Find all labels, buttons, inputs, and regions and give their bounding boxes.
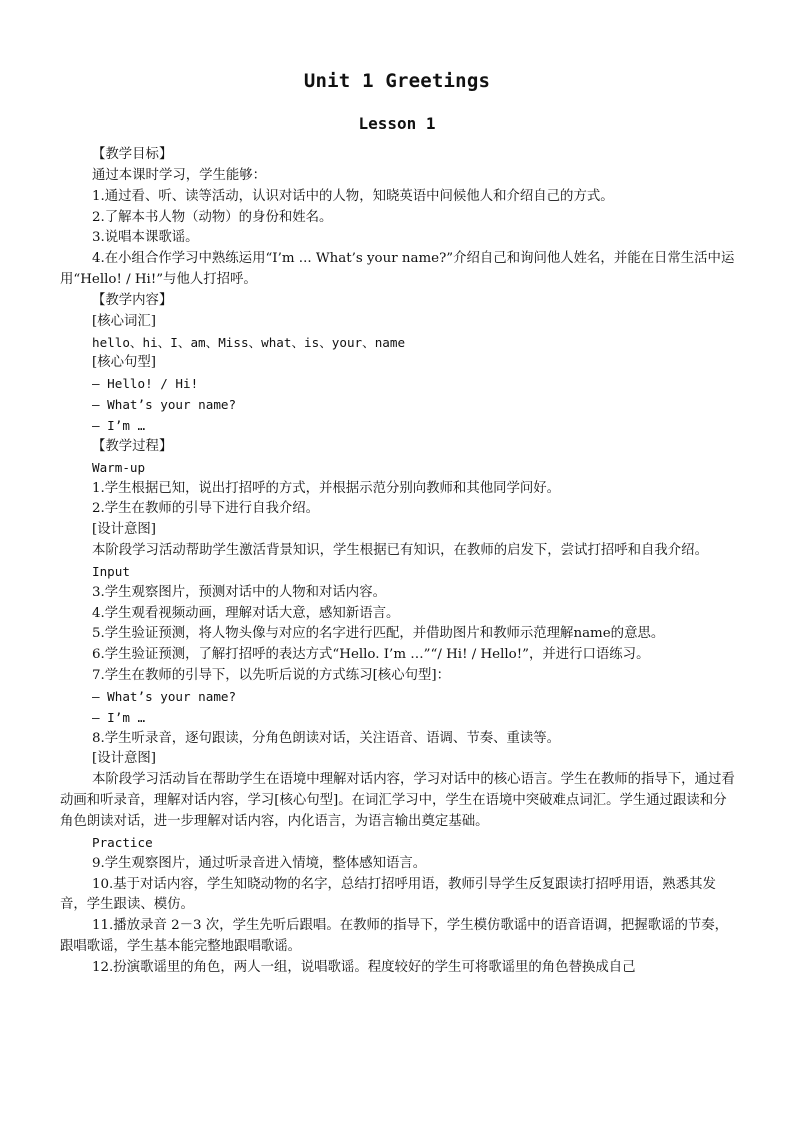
lesson-subtitle: Lesson 1: [358, 114, 436, 133]
paragraph: 9.学生观察图片，通过听录音进入情境，整体感知语言。: [92, 855, 427, 871]
paragraph: 本阶段学习活动旨在帮助学生在语境中理解对话内容，学习对话中的核心语言。学生在教师的指导下，通过看动画和听录音，理解对话内容，学习[核心句型]。在词汇学习中，学生在语境中突破难点词汇。学生通过跟读和分角色朗读对话，进一步理解对话内容，内化语言，为语言输出奠定基础。: [60, 772, 735, 829]
paragraph: 【教学内容】: [92, 292, 173, 308]
paragraph: — What’s your name?: [92, 397, 237, 413]
paragraph: 【教学过程】: [92, 438, 173, 454]
paragraph: [核心词汇]: [92, 313, 157, 329]
document-body: [60, 145, 738, 979]
paragraph: 8.学生听录音，逐句跟读，分角色朗读对话，关注语音、语调、节奏、重读等。: [92, 730, 561, 746]
paragraph: Input: [92, 563, 130, 579]
paragraph: 2.了解本书人物（动物）的身份和姓名。: [92, 209, 333, 225]
paragraph: 本阶段学习活动帮助学生激活背景知识，学生根据已有知识，在教师的启发下，尝试打招呼和自我介绍。: [92, 543, 708, 559]
paragraph: 6.学生验证预测，了解打招呼的表达方式“Hello. I’m …”“/ Hi! / Hello!”，并进行口语练习。: [92, 647, 650, 663]
paragraph: 【教学目标】: [92, 147, 173, 162]
paragraph: 7.学生在教师的引导下，以先听后说的方式练习[核心句型]：: [92, 668, 450, 684]
paragraph: [设计意图]: [92, 522, 157, 538]
paragraph: 1.学生根据已知，说出打招呼的方式，并根据示范分别向教师和其他同学问好。: [92, 480, 561, 496]
paragraph: 1.通过看、听、读等活动，认识对话中的人物，知晓英语中问候他人和介绍自己的方式。: [92, 188, 614, 204]
paragraph: 通过本课时学习，学生能够：: [92, 167, 267, 183]
paragraph: [设计意图]: [92, 751, 157, 767]
paragraph: 2.学生在教师的引导下进行自我介绍。: [92, 501, 320, 517]
paragraph: — What’s your name?: [92, 688, 237, 704]
paragraph: Practice: [92, 834, 153, 850]
paragraph: — Hello! / Hi!: [92, 376, 199, 392]
paragraph: 5.学生验证预测，将人物头像与对应的名字进行匹配，并借助图片和教师示范理解name的意思。: [92, 626, 665, 642]
paragraph: 3.学生观察图片，预测对话中的人物和对话内容。: [92, 584, 386, 600]
document-title: Unit 1 Greetings: [303, 70, 491, 92]
paragraph: — I’m …: [92, 709, 146, 725]
paragraph: 10.基于对话内容，学生知晓动物的名字，总结打招呼用语，教师引导学生反复跟读打招呼用语，熟悉其发音，学生跟读、模仿。: [60, 876, 716, 913]
paragraph: [核心句型]: [92, 355, 157, 371]
paragraph: 4.学生观看视频动画，理解对话大意，感知新语言。: [92, 605, 400, 621]
paragraph: 3.说唱本课歌谣。: [92, 230, 199, 246]
paragraph: 12.扮演歌谣里的角色，两人一组，说唱歌谣。程度较好的学生可将歌谣里的角色替换成自己: [92, 959, 636, 975]
paragraph: — I’m …: [92, 417, 146, 433]
paragraph: 11.播放录音 2－3 次，学生先听后跟唱。在教师的指导下，学生模仿歌谣中的语音语调，把握歌谣的节奏，跟唱歌谣，学生基本能完整地跟唱歌谣。: [60, 918, 729, 955]
paragraph: hello、hi、I、am、Miss、what、is、your、name: [92, 334, 406, 350]
paragraph: 4.在小组合作学习中熟练运用“I’m ... What’s your name?”介绍自己和询问他人姓名，并能在日常生活中运用“Hello! / Hi!”与他人打招呼。: [60, 251, 735, 288]
paragraph: Warm-up: [92, 459, 146, 475]
